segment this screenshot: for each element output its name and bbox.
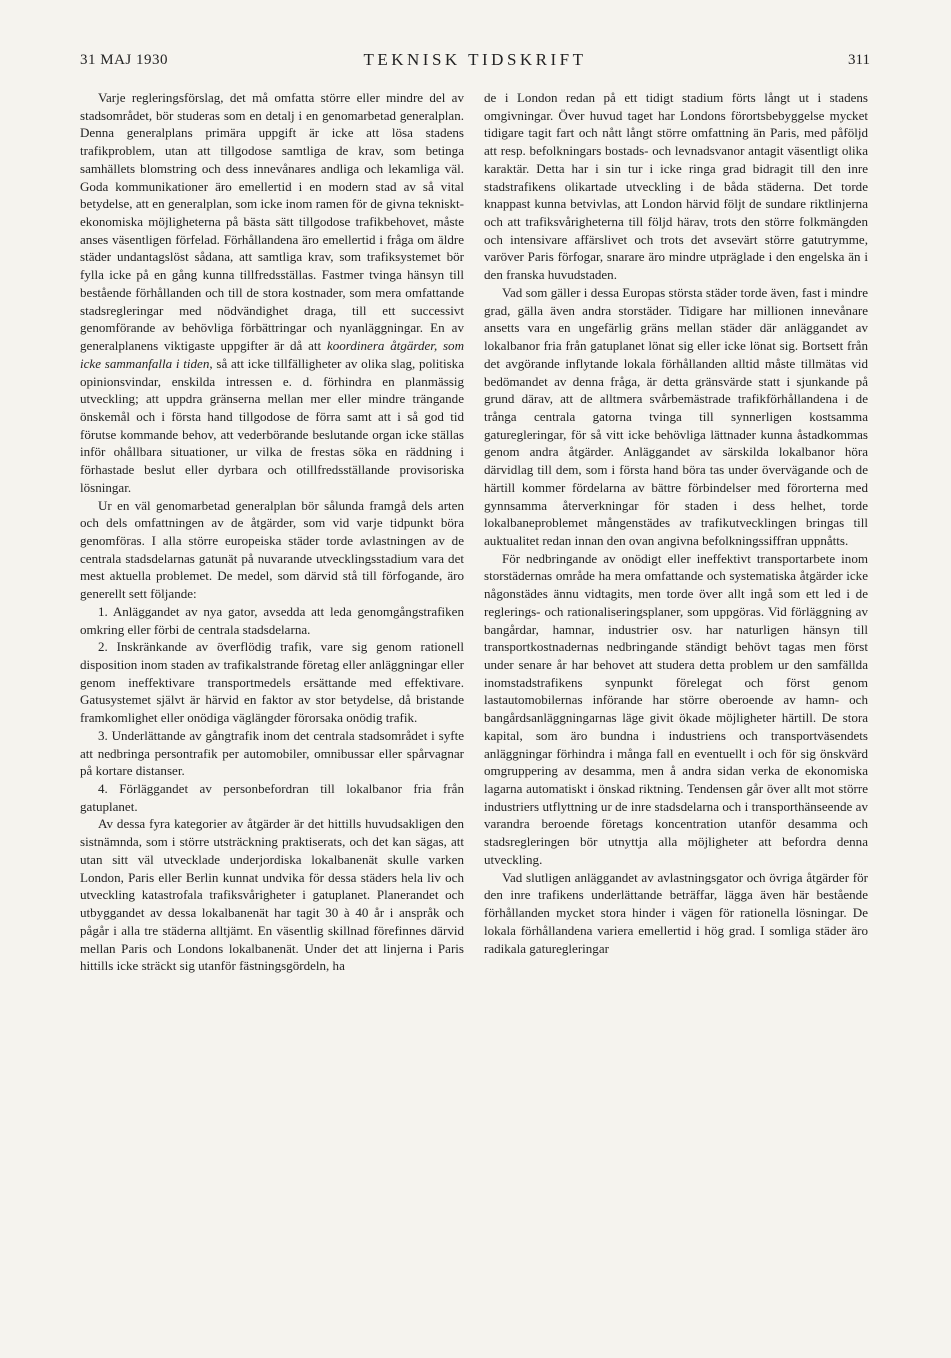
journal-title: TEKNISK TIDSKRIFT [363,50,587,69]
paragraph-text: Vad som gäller i dessa Europas största städer torde även, fast i mindre grad, gälla även andra storstäder. Tidigare har millionen innevånare ansetts vara en ungefärlig gräns mellan städer där anläggandet av lokalbanor fria från gatuplanet lönat sig eller icke lönat sig. Bortsett från det avgörande inflytande lokala förhållanden alltid måste tillmätas vid bedömandet av denna fråga, är detta gränsvärde statt i sjunkande på grund därav, att de alltmera svårbemästrade trafikförhållandena i de trånga centrala gatorna tvinga till synnerligen kostsamma gaturegleringar, för så vitt icke behövliga lättnader kunna åstadkommas genom andra åtgärder. Anläggandet av särskilda lokalbanor höra därvidlag till dem, som i första hand böra tas under övervägande och de härtill kommer fördelarna av bättre förbindelser med förorterna med gynnsamma återverkningar för staden i dess helhet, torde lokalbaneproblemet mångenstädes av trafikutvecklingen bringas till auktualitet redan innan den ovan angivna befolkningssiffran uppnåtts. [484,284,868,548]
paragraph-text: Ur en väl genomarbetad generalplan bör sålunda framgå dels arten och dels omfattningen av de åtgärder, som vid varje tidpunkt böra genomföras. I alla större europeiska städer torde avlastningen av de centrala stadsdelarnas gatunät på nuvarande utvecklingsstadium vara det mest aktuella problemet. De medel, som därvid stå till förfogande, äro generellt sett följande: [80,497,464,602]
paragraph-text: Vad slutligen anläggandet av avlastningsgator och övriga åtgärder för den inre trafikens underlättande beträffar, lägga även här bestående förhållanden mycket stora hinder i vägen för rationella lösningar. De lokala förhållandena variera emellertid i hög grad. I somliga städer äro radikala gaturegleringar [484,869,868,956]
paragraph-text: 3. Underlättande av gångtrafik inom det centrala stadsområdet i syfte att nedbringa persontrafik per automobiler, omnibussar eller spårvagnar på kortare distanser. [80,727,464,779]
paragraph [80,815,464,974]
right-column [484,89,868,957]
paragraph-text: 2. Inskränkande av överflödig trafik, vare sig genom rationell disposition inom staden av trafikalstrande företag eller anläggningar eller genom ineffektivare transportmedels ersättande med effektivare. Gatusystemet självt är härvid en faktor av stor betydelse, då bristande framkomlighet eller onödiga väglängder förorsaka onödig trafik. [80,639,464,726]
paragraph-text: Av dessa fyra kategorier av åtgärder är det hittills huvudsakligen den sistnämnda, som i större utsträckning praktiserats, och det kan sägas, att utan sitt väl utvecklade underjordiska lokalbanenät skulle varken London, Paris eller Berlin kunnat undvika för dessa städers hela liv och utveckling katastrofala trafiksvårigheter i gatuplanet. Planerandet och utbyggandet av dessa lokalbanenät har tagit 30 à 40 år i anspråk och pågår i alla tre städerna alltjämt. En väsentlig skillnad förefinnes därvid mellan Paris och Londons lokalbanenät. Under det att linjerna i Paris hittills icke sträckt sig utanför fästningsgördeln, ha [80,816,464,974]
paragraph [484,284,868,550]
paragraph [484,869,868,958]
left-column [80,89,464,975]
emphasized-text: koordinera åtgärder, som icke sammanfalla i tiden [80,338,464,371]
page-number: 311 [848,52,870,68]
paragraph [80,638,464,727]
paragraph [80,89,464,497]
paragraph [484,89,868,284]
paragraph [484,550,868,869]
paragraph [80,603,464,638]
paragraph [80,497,464,603]
paragraph-text: Varje regleringsförslag, det må omfatta större eller mindre del av stadsområdet, bör studeras som en detalj i en genomarbetad generalplan. Denna generalplans primära uppgift är icke att lösa stadens trafikproblem, utan att tillgodose samtliga de krav, som betinga samhällets blomstring och dess innevånares andliga och lekamliga väl. Goda kommunikationer äro emellertid i en modern stad av så vital betydelse, att en generalplan, som icke inom ramen för de givna tekniskt-ekonomiska möjligheterna på bästa sätt tillgodose trafikbehovet, måste anses väsentligen förfelad. Förhållandena äro emellertid i fråga om äldre städer undantagslöst sådana, att samtliga krav, som trafiksystemet bör fylla icke på en gång kunna tillfredsställas. Fastmer tvinga hänsyn till bestående förhållanden och till de stora kostnader, som mera omfattande stadsregleringar med nödvändighet draga, till ett successivt genomförande av behövliga förbättringar och nyanläggningar. En av generalplanens viktigaste uppgifter är då att [80,90,464,354]
paragraph [80,727,464,780]
paragraph-text: 1. Anläggandet av nya gator, avsedda att leda genomgångstrafiken omkring eller förbi de centrala stadsdelarna. [80,603,464,637]
paragraph-text: , så att icke tillfälligheter av olika slag, politiska opinionsvindar, enskilda intressen e. d. förhindra en planmässig utveckling; att uppdra gränserna mellan mer eller mindre trängande önskemål och i första hand tillgodose de förra samt att i så god tid förutse kommande behov, att vederbörande beslutande organ icke ställas inför ohållbara situationer, ur vilka de frestas söka en räddning i förhastade beslut eller dyrbara och otillfredsställande provisoriska lösningar. [80,355,464,495]
paragraph-text: de i London redan på ett tidigt stadium förts långt ut i stadens omgivningar. Över huvud taget har Londons förortsbebyggelse mycket tidigare tagit fart och nått långt större omfattning än Paris, med påföljd att resp. befolkningars bostads- och levnadsvanor antagit väsentligt olika karaktär. Detta har i sin tur i icke ringa grad bidragit till den inre stadstrafikens olikartade utveckling i de båda städerna. Det torde knappast kunna betvivlas, att London härvid följt de sundare riktlinjerna och att trafiksvårigheterna till följd härav, trots den större folkmängden och intensivare affärslivet och trots det avsevärt större gatutrymme, varöver Paris förfogar, snarare äro mindre utpräglade i den engelska än i den franska huvudstaden. [484,90,868,283]
paragraph-text: 4. Förläggandet av personbefordran till lokalbanor fria från gatuplanet. [80,781,464,814]
page-header [80,50,870,76]
paragraph [80,780,464,815]
header-date: 31 MAJ 1930 [80,52,169,68]
paragraph-text: För nedbringande av onödigt eller ineffektivt transportarbete inom storstädernas område ha mera omfattande och systematiska åtgärder icke någonstädes ännu vidtagits, men torde över allt ingå som ett led i de reglerings- och rationaliseringsplaner, som uppgöras. Vid förläggning av bangårdar, hamnar, industrier osv. har naturligen hänsyn till transportkostnadernas nedbringande ständigt behövt tagas men först under senare år har behovet att studera detta problem ur den samfällda inomstadstrafikens synpunkt förelegat och först genom lastautomobilernas införande har större oberoende av hamn- och bangårdsanläggningarnas läge givit ökade möjligheter härtill. De stora kapital, som äro bundna i industriens och transportväsendets anläggningar förhindra i många fall en eventuellt i och för sig önskvärd omgruppering av desamma, men å andra sidan verka de ekonomiska lagarna automatiskt i önskad riktning. Tendensen går över allt mot större industriers utflyttning ur de inre stadsdelarna och i transporthänseende av varandra beroende företags koncentration utanför desamma och stadsregleringen bör utnyttja alla möjligheter att befordra denna utveckling. [484,550,868,867]
